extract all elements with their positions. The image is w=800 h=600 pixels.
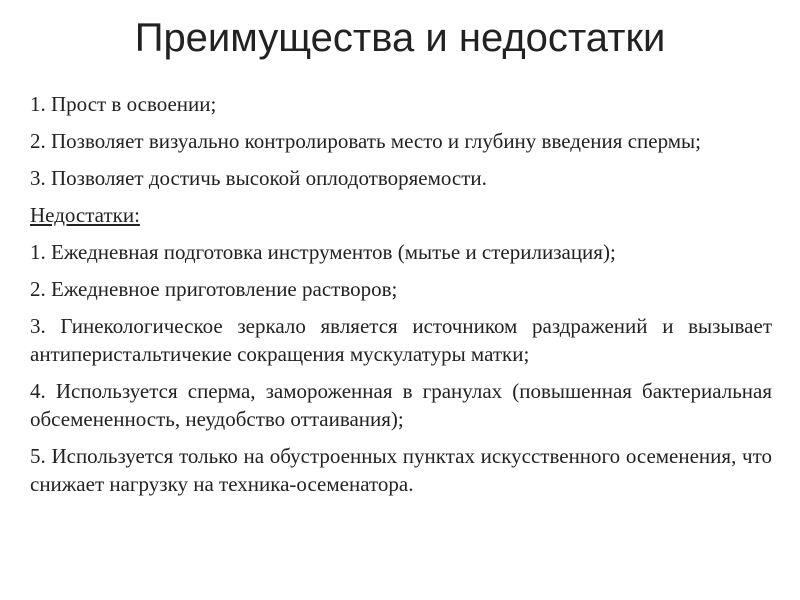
section-heading-disadvantages: Недостатки:	[30, 203, 140, 227]
list-item: 3. Гинекологическое зеркало является источником раздражений и вызывает антиперистальтичекие сокращения мускулатуры матки;	[30, 314, 772, 366]
slide-content	[30, 90, 772, 507]
list-item: 4. Используется сперма, замороженная в гранулах (повышенная бактериальная обсемененность, неудобство оттаивания);	[30, 379, 772, 431]
list-item: 2. Ежедневное приготовление растворов;	[30, 277, 398, 301]
list-item: 1. Прост в освоении;	[30, 92, 217, 116]
slide-title: Преимущества и недостатки	[134, 16, 666, 60]
list-item: 1. Ежедневная подготовка инструментов (мытье и стерилизация);	[30, 240, 616, 264]
list-item: 5. Используется только на обустроенных пунктах искусственного осеменения, что снижает нагрузку на техника-осеменатора.	[30, 444, 772, 496]
list-item: 3. Позволяет достичь высокой оплодотворяемости.	[30, 166, 487, 190]
list-item: 2. Позволяет визуально контролировать место и глубину введения спермы;	[30, 129, 701, 153]
